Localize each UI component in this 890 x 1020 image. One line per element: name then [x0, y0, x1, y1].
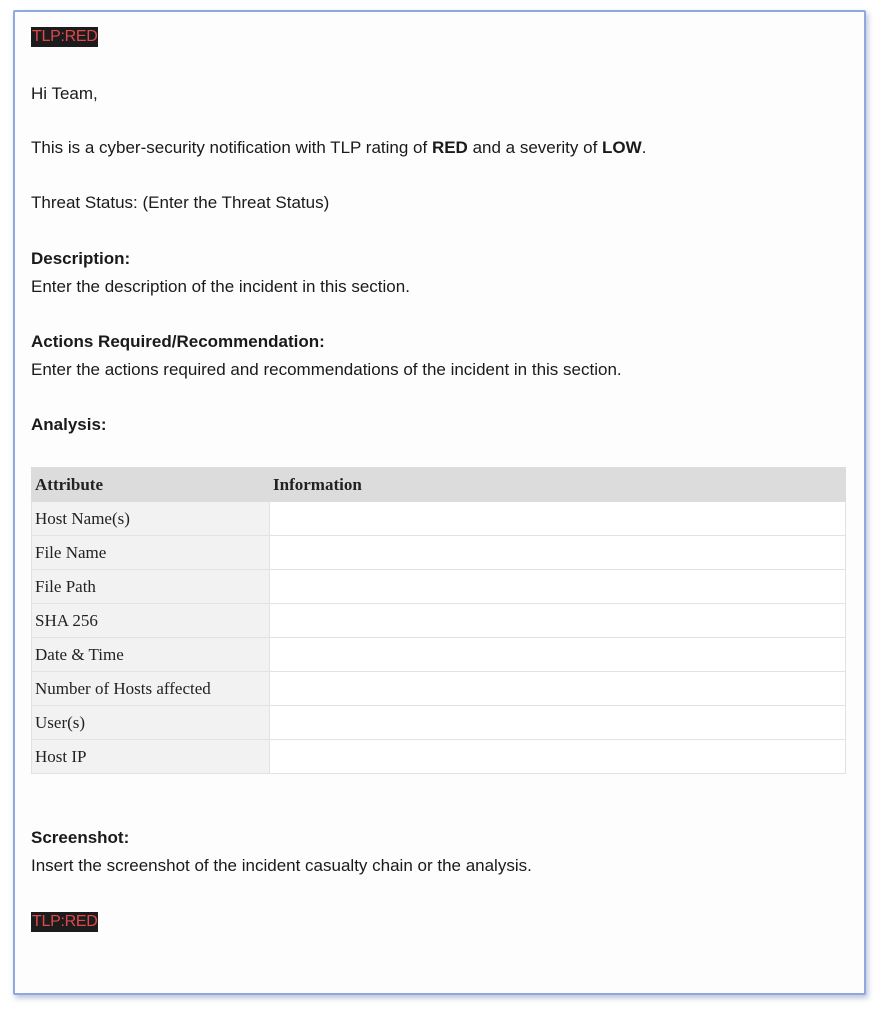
attribute-cell: Host IP [32, 740, 270, 774]
information-cell[interactable] [270, 706, 846, 740]
information-cell[interactable] [270, 740, 846, 774]
attribute-cell: User(s) [32, 706, 270, 740]
table-row [32, 638, 846, 672]
description-heading: Description: [31, 249, 131, 268]
table-header-row [32, 468, 846, 502]
intro-paragraph [31, 137, 846, 159]
threat-status: Threat Status: (Enter the Threat Status) [31, 193, 330, 212]
actions-text: Enter the actions required and recommendations of the incident in this section. [31, 360, 622, 379]
description-text: Enter the description of the incident in this section. [31, 277, 410, 296]
table-row [32, 502, 846, 536]
table-row [32, 536, 846, 570]
table-row [32, 672, 846, 706]
column-header-attribute: Attribute [32, 468, 270, 502]
analysis-table [31, 467, 846, 774]
tlp-label-top: TLP:RED [32, 28, 98, 45]
information-cell[interactable] [270, 536, 846, 570]
attribute-cell: File Path [32, 570, 270, 604]
attribute-cell: Number of Hosts affected [32, 672, 270, 706]
intro-middle: and a severity of [467, 138, 603, 157]
attribute-cell: File Name [32, 536, 270, 570]
greeting: Hi Team, [31, 84, 98, 103]
tlp-label-bottom: TLP:RED [32, 913, 98, 930]
email-frame [13, 10, 866, 995]
actions-heading: Actions Required/Recommendation: [31, 332, 325, 351]
analysis-heading: Analysis: [31, 415, 107, 434]
table-row [32, 740, 846, 774]
table-row [32, 706, 846, 740]
attribute-cell: Host Name(s) [32, 502, 270, 536]
table-row [32, 604, 846, 638]
information-cell[interactable] [270, 604, 846, 638]
tlp-rating: RED [431, 138, 468, 157]
table-row [32, 570, 846, 604]
information-cell[interactable] [270, 502, 846, 536]
information-cell[interactable] [270, 672, 846, 706]
information-cell[interactable] [270, 570, 846, 604]
intro-suffix: . [641, 138, 647, 157]
severity-level: LOW [602, 138, 642, 157]
screenshot-text: Insert the screenshot of the incident casualty chain or the analysis. [31, 856, 532, 875]
screenshot-heading: Screenshot: [31, 828, 130, 847]
attribute-cell: Date & Time [32, 638, 270, 672]
intro-prefix: This is a cyber-security notification with TLP rating of [31, 138, 432, 157]
attribute-cell: SHA 256 [32, 604, 270, 638]
information-cell[interactable] [270, 638, 846, 672]
column-header-information: Information [270, 468, 846, 502]
